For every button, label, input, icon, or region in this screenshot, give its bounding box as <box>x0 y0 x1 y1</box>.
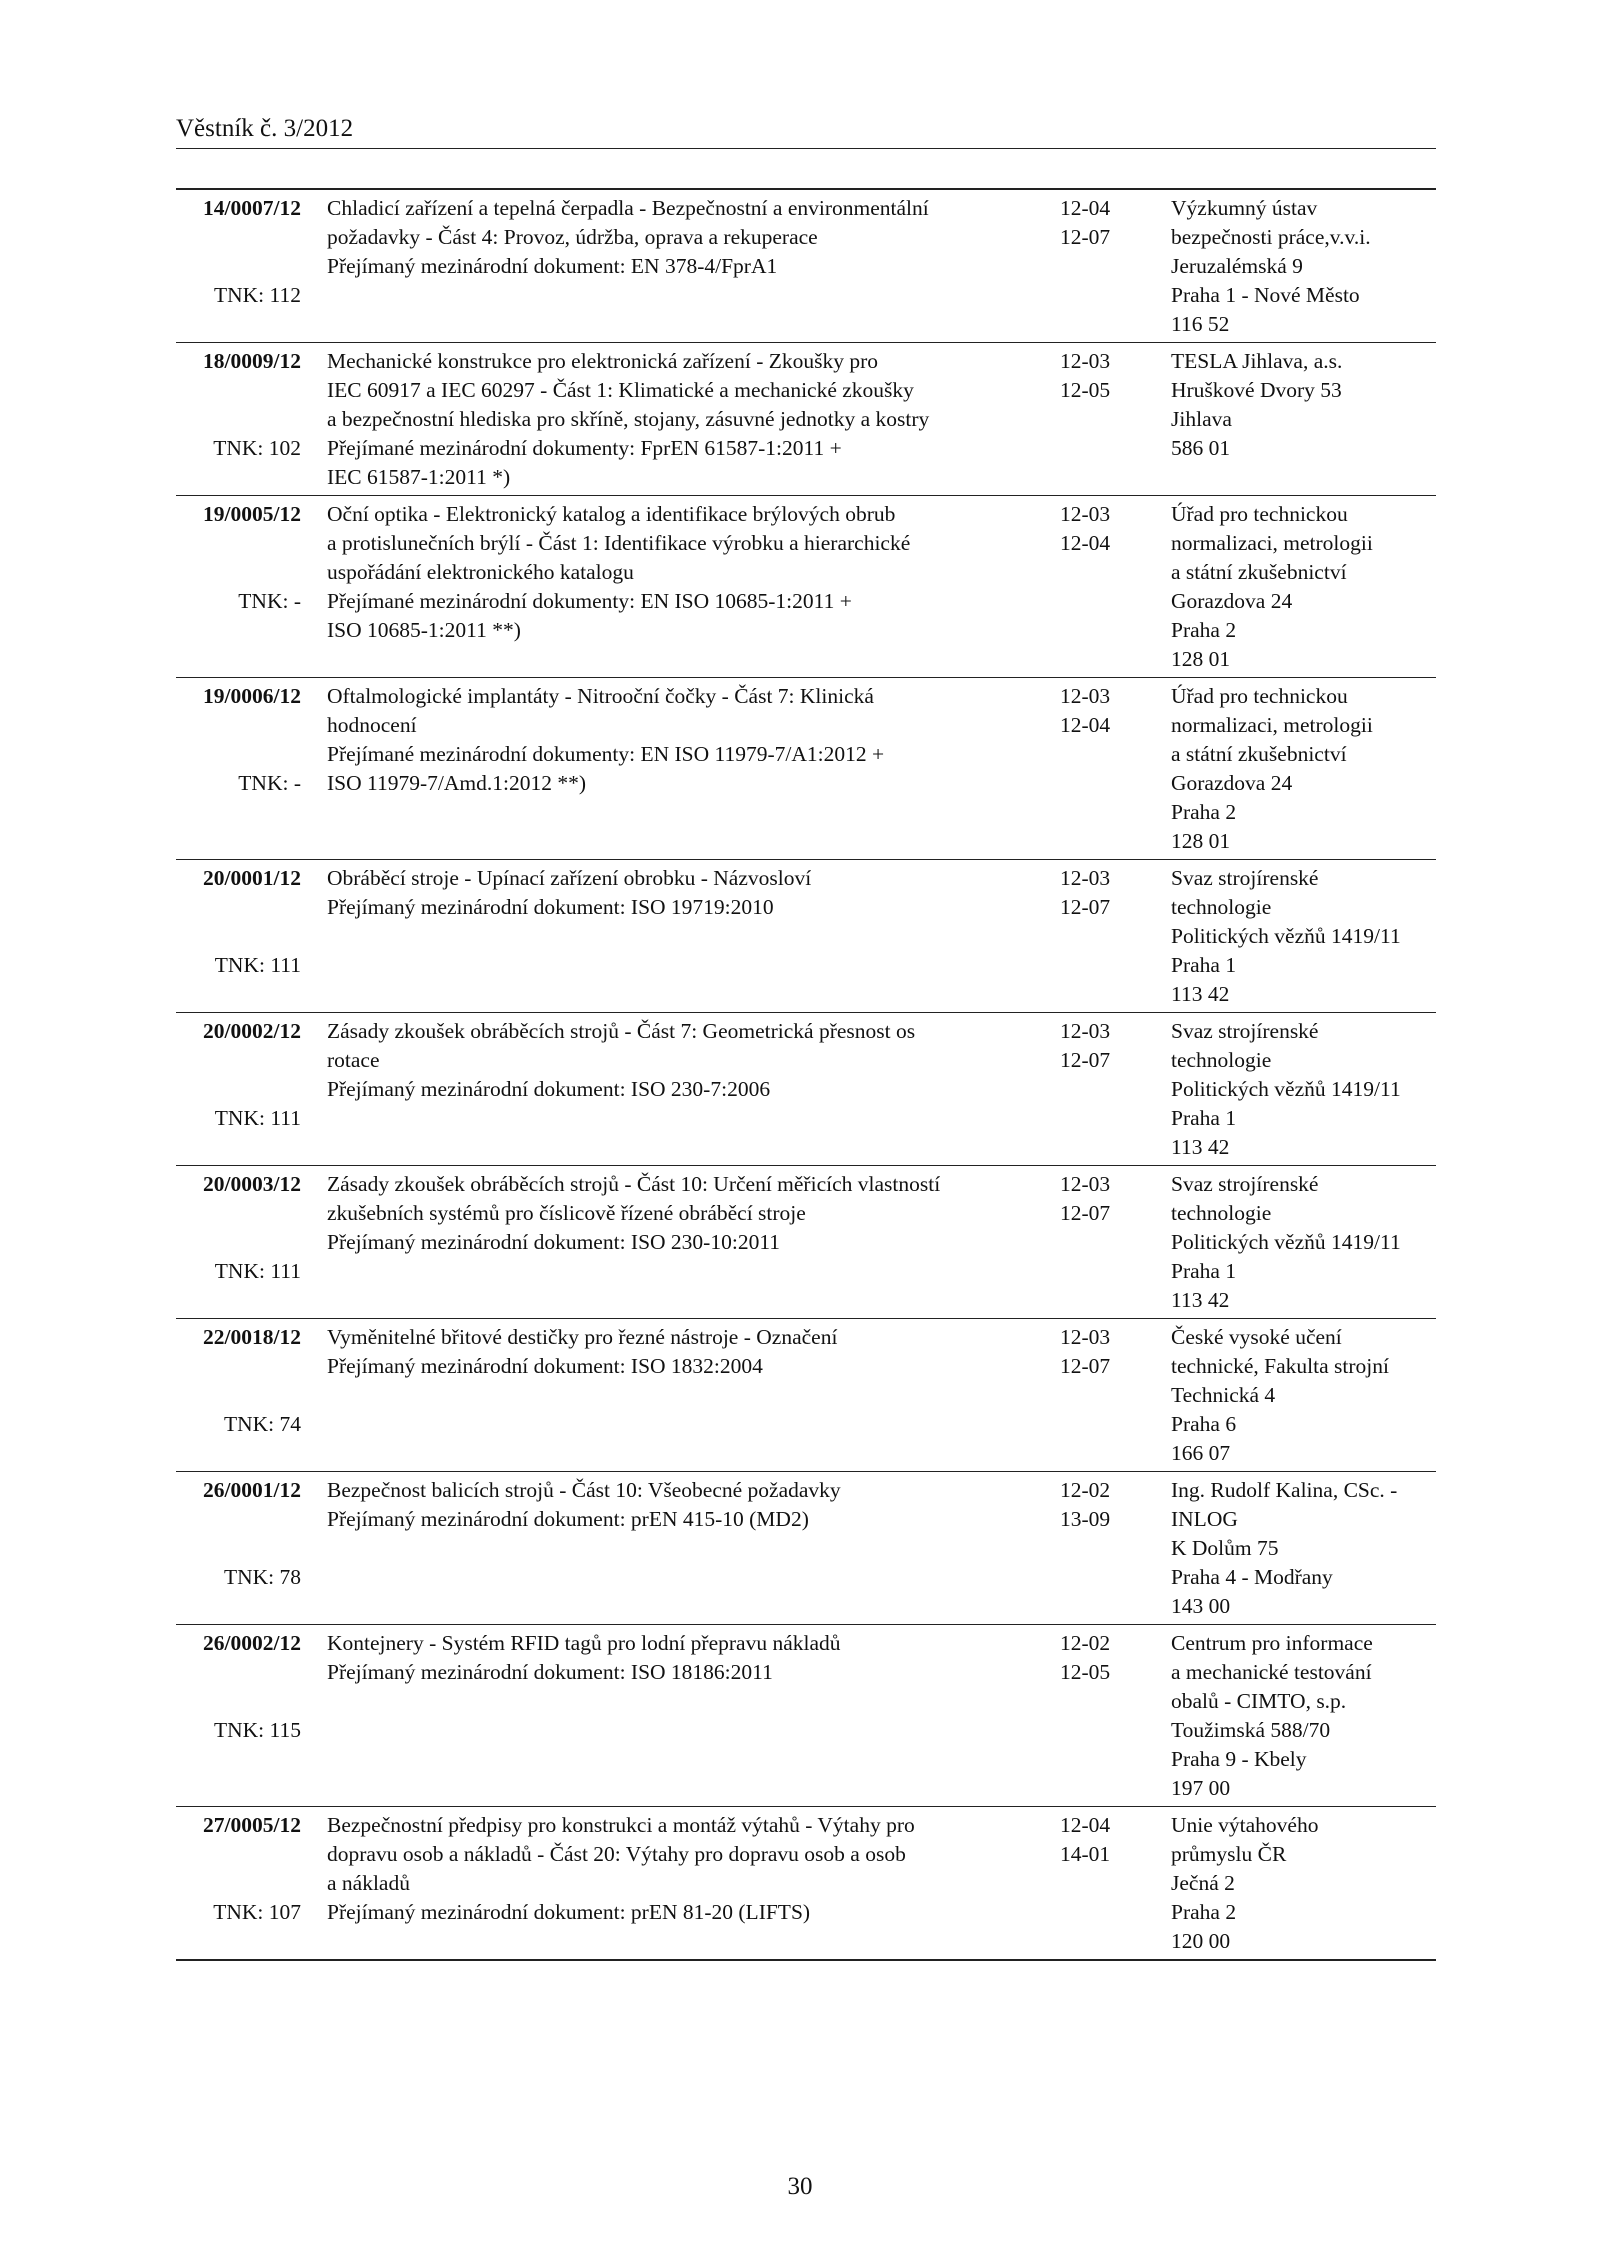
entry-title-line: Kontejnery - Systém RFID tagů pro lodní přepravu nákladů <box>327 1631 841 1655</box>
entry-organisation-line: 197 00 <box>1171 1776 1231 1800</box>
entry-organisation-line: Politických vězňů 1419/11 <box>1171 1077 1401 1101</box>
entry-id-column <box>176 1323 301 1436</box>
entry-title-line: a bezpečnostní hlediska pro skříně, stojany, zásuvné jednotky a kostry <box>327 407 930 431</box>
entry-tnk: TNK: 107 <box>213 1900 301 1924</box>
entry-title-column <box>327 194 1027 281</box>
entry-title-line: hodnocení <box>327 713 417 737</box>
entry-number: 26/0001/12 <box>203 1478 301 1502</box>
entry-date: 12-07 <box>1060 225 1111 249</box>
entry-organisation-line: Praha 6 <box>1171 1412 1237 1436</box>
entry-date: 12-02 <box>1060 1478 1111 1502</box>
entry-organisation-line: Hruškové Dvory 53 <box>1171 378 1342 402</box>
entry-date: 12-02 <box>1060 1631 1111 1655</box>
entry-title-line: Přejímané mezinárodní dokumenty: FprEN 61587-1:2011 + <box>327 436 842 460</box>
entry-dates-column <box>1060 194 1140 252</box>
entry-organisation-line: normalizaci, metrologii <box>1171 531 1373 555</box>
entry-title-column <box>327 347 1027 492</box>
entry-organisation-line: 586 01 <box>1171 436 1231 460</box>
entry-organisation-column <box>1171 194 1436 339</box>
entry-organisation-line: obalů - CIMTO, s.p. <box>1171 1689 1347 1713</box>
entry-date: 12-07 <box>1060 1048 1111 1072</box>
entry-title-line: ISO 11979-7/Amd.1:2012 **) <box>327 771 586 795</box>
entry-tnk: TNK: - <box>238 589 301 613</box>
entry-title-column <box>327 500 1027 645</box>
entry-date: 14-01 <box>1060 1842 1111 1866</box>
entry-organisation-line: normalizaci, metrologii <box>1171 713 1373 737</box>
entry-number: 20/0002/12 <box>203 1019 301 1043</box>
entry-organisation-line: Výzkumný ústav <box>1171 196 1318 220</box>
table-row <box>176 1013 1436 1166</box>
entry-title-line: Bezpečnostní předpisy pro konstrukci a montáž výtahů - Výtahy pro <box>327 1813 915 1837</box>
entry-organisation-column <box>1171 864 1436 1009</box>
entry-organisation-line: Technická 4 <box>1171 1383 1276 1407</box>
table-row <box>176 1472 1436 1625</box>
entry-organisation-line: Ing. Rudolf Kalina, CSc. - <box>1171 1478 1398 1502</box>
page-header <box>176 114 1436 149</box>
entry-organisation-line: 128 01 <box>1171 829 1231 853</box>
table-row <box>176 190 1436 343</box>
entry-organisation-line: Praha 1 <box>1171 953 1237 977</box>
entry-dates-column <box>1060 1629 1140 1687</box>
entry-tnk: TNK: 112 <box>214 283 301 307</box>
entry-organisation-line: Praha 1 - Nové Město <box>1171 283 1360 307</box>
entry-organisation-column <box>1171 1811 1436 1956</box>
entry-title-line: Oftalmologické implantáty - Nitrooční čočky - Část 7: Klinická <box>327 684 874 708</box>
table-row <box>176 678 1436 860</box>
entry-tnk: TNK: - <box>238 771 301 795</box>
entry-organisation-column <box>1171 1017 1436 1162</box>
entry-organisation-line: technologie <box>1171 1048 1272 1072</box>
table-row <box>176 1807 1436 1959</box>
entry-date: 12-07 <box>1060 1354 1111 1378</box>
entry-date: 12-03 <box>1060 684 1111 708</box>
entry-title-line: Mechanické konstrukce pro elektronická zařízení - Zkoušky pro <box>327 349 879 373</box>
entry-title-line: Přejímané mezinárodní dokumenty: EN ISO 10685-1:2011 + <box>327 589 852 613</box>
entry-organisation-column <box>1171 500 1436 674</box>
entry-id-column <box>176 864 301 977</box>
entry-title-line: požadavky - Část 4: Provoz, údržba, oprava a rekuperace <box>327 225 818 249</box>
entry-organisation-line: České vysoké učení <box>1171 1325 1342 1349</box>
entry-organisation-line: Politických vězňů 1419/11 <box>1171 924 1401 948</box>
entry-organisation-line: průmyslu ČR <box>1171 1842 1287 1866</box>
entry-title-line: Vyměnitelné břitové destičky pro řezné nástroje - Označení <box>327 1325 838 1349</box>
entry-organisation-line: Úřad pro technickou <box>1171 502 1348 526</box>
entry-dates-column <box>1060 1476 1140 1534</box>
entry-title-line: Přejímané mezinárodní dokumenty: EN ISO 11979-7/A1:2012 + <box>327 742 885 766</box>
entry-title-column <box>327 1170 1027 1257</box>
entry-number: 20/0001/12 <box>203 866 301 890</box>
entry-id-column <box>176 1017 301 1130</box>
entry-date: 12-03 <box>1060 349 1111 373</box>
entry-organisation-line: a státní zkušebnictví <box>1171 560 1347 584</box>
entry-title-line: Přejímaný mezinárodní dokument: ISO 230-10:2011 <box>327 1230 781 1254</box>
entry-title-column <box>327 1323 1027 1381</box>
entry-date: 12-04 <box>1060 196 1111 220</box>
entry-id-column <box>176 500 301 613</box>
entry-title-line: Přejímaný mezinárodní dokument: ISO 1832:2004 <box>327 1354 763 1378</box>
entry-date: 12-04 <box>1060 713 1111 737</box>
entry-title-column <box>327 1811 1027 1927</box>
entry-organisation-column <box>1171 1170 1436 1315</box>
entry-organisation-line: bezpečnosti práce,v.v.i. <box>1171 225 1371 249</box>
entry-id-column <box>176 347 301 460</box>
entry-dates-column <box>1060 1017 1140 1075</box>
entry-date: 12-03 <box>1060 1325 1111 1349</box>
table-row <box>176 1319 1436 1472</box>
entry-title-column <box>327 1017 1027 1104</box>
entry-number: 20/0003/12 <box>203 1172 301 1196</box>
entry-organisation-line: Svaz strojírenské <box>1171 1019 1319 1043</box>
entry-organisation-line: Centrum pro informace <box>1171 1631 1373 1655</box>
entry-date: 12-07 <box>1060 1201 1111 1225</box>
entry-organisation-line: Praha 2 <box>1171 800 1237 824</box>
entry-dates-column <box>1060 682 1140 740</box>
entry-organisation-line: 128 01 <box>1171 647 1231 671</box>
entry-organisation-column <box>1171 1323 1436 1468</box>
entry-number: 14/0007/12 <box>203 196 301 220</box>
entry-dates-column <box>1060 1170 1140 1228</box>
entry-organisation-line: a mechanické testování <box>1171 1660 1372 1684</box>
entry-organisation-line: 113 42 <box>1171 1288 1230 1312</box>
entry-title-line: Přejímaný mezinárodní dokument: ISO 230-7:2006 <box>327 1077 771 1101</box>
entry-organisation-line: Gorazdova 24 <box>1171 771 1293 795</box>
entry-number: 18/0009/12 <box>203 349 301 373</box>
entry-organisation-line: Politických vězňů 1419/11 <box>1171 1230 1401 1254</box>
entry-organisation-line: 113 42 <box>1171 1135 1230 1159</box>
entry-id-column <box>176 194 301 307</box>
entry-number: 27/0005/12 <box>203 1813 301 1837</box>
entry-organisation-line: Gorazdova 24 <box>1171 589 1293 613</box>
entry-organisation-column <box>1171 347 1436 463</box>
entry-date: 12-04 <box>1060 1813 1111 1837</box>
entry-id-column <box>176 682 301 795</box>
entry-title-line: dopravu osob a nákladů - Část 20: Výtahy pro dopravu osob a osob <box>327 1842 906 1866</box>
entry-organisation-line: Praha 2 <box>1171 1900 1237 1924</box>
entry-title-line: Obráběcí stroje - Upínací zařízení obrobku - Názvosloví <box>327 866 812 890</box>
entry-title-line: Přejímaný mezinárodní dokument: prEN 81-20 (LIFTS) <box>327 1900 811 1924</box>
table-row <box>176 1166 1436 1319</box>
entry-id-column <box>176 1170 301 1283</box>
entry-title-line: Zásady zkoušek obráběcích strojů - Část 10: Určení měřicích vlastností <box>327 1172 941 1196</box>
entry-date: 12-03 <box>1060 502 1111 526</box>
entry-date: 12-07 <box>1060 895 1111 919</box>
entry-organisation-line: Úřad pro technickou <box>1171 684 1348 708</box>
entry-title-line: Přejímaný mezinárodní dokument: ISO 19719:2010 <box>327 895 774 919</box>
entry-title-line: Přejímaný mezinárodní dokument: prEN 415-10 (MD2) <box>327 1507 809 1531</box>
entry-tnk: TNK: 74 <box>223 1412 301 1436</box>
entry-number: 19/0006/12 <box>203 684 301 708</box>
entry-organisation-line: Jeruzalémská 9 <box>1171 254 1303 278</box>
entry-title-line: IEC 60917 a IEC 60297 - Část 1: Klimatické a mechanické zkoušky <box>327 378 914 402</box>
entry-organisation-line: Praha 9 - Kbely <box>1171 1747 1307 1771</box>
entry-organisation-line: Ječná 2 <box>1171 1871 1235 1895</box>
entry-organisation-line: 166 07 <box>1171 1441 1231 1465</box>
entry-title-line: Chladicí zařízení a tepelná čerpadla - Bezpečnostní a environmentální <box>327 196 929 220</box>
entry-organisation-line: TESLA Jihlava, a.s. <box>1171 349 1343 373</box>
entry-number: 22/0018/12 <box>203 1325 301 1349</box>
entry-organisation-line: INLOG <box>1171 1507 1238 1531</box>
entries-table <box>176 188 1436 1961</box>
entry-id-column <box>176 1476 301 1589</box>
entry-title-line: Oční optika - Elektronický katalog a identifikace brýlových obrub <box>327 502 896 526</box>
entry-organisation-line: Jihlava <box>1171 407 1232 431</box>
entry-organisation-line: technologie <box>1171 895 1272 919</box>
entry-organisation-line: Praha 4 - Modřany <box>1171 1565 1333 1589</box>
entry-date: 12-03 <box>1060 1172 1111 1196</box>
entry-title-line: uspořádání elektronického katalogu <box>327 560 634 584</box>
entry-organisation-line: 113 42 <box>1171 982 1230 1006</box>
entry-title-line: a nákladů <box>327 1871 410 1895</box>
entry-tnk: TNK: 115 <box>214 1718 301 1742</box>
entry-date: 12-05 <box>1060 378 1111 402</box>
entry-title-column <box>327 1629 1027 1687</box>
entry-id-column <box>176 1629 301 1742</box>
table-row <box>176 1625 1436 1807</box>
entry-organisation-line: technické, Fakulta strojní <box>1171 1354 1389 1378</box>
entry-dates-column <box>1060 1811 1140 1869</box>
entry-title-column <box>327 1476 1027 1534</box>
entry-date: 13-09 <box>1060 1507 1111 1531</box>
entry-title-line: Přejímaný mezinárodní dokument: EN 378-4/FprA1 <box>327 254 778 278</box>
entry-dates-column <box>1060 1323 1140 1381</box>
entry-organisation-line: 143 00 <box>1171 1594 1231 1618</box>
entry-title-line: Bezpečnost balicích strojů - Část 10: Všeobecné požadavky <box>327 1478 841 1502</box>
entry-date: 12-04 <box>1060 531 1111 555</box>
entry-tnk: TNK: 102 <box>213 436 301 460</box>
entry-date: 12-03 <box>1060 866 1111 890</box>
entry-tnk: TNK: 111 <box>214 1106 301 1130</box>
entry-title-line: a protislunečních brýlí - Část 1: Identifikace výrobku a hierarchické <box>327 531 911 555</box>
entry-title-line: IEC 61587-1:2011 *) <box>327 465 511 489</box>
entry-organisation-line: Svaz strojírenské <box>1171 1172 1319 1196</box>
entry-organisation-line: K Dolům 75 <box>1171 1536 1279 1560</box>
entry-organisation-line: Svaz strojírenské <box>1171 866 1319 890</box>
table-row <box>176 496 1436 678</box>
entry-id-column <box>176 1811 301 1924</box>
entry-title-line: rotace <box>327 1048 380 1072</box>
entry-date: 12-05 <box>1060 1660 1111 1684</box>
entry-date: 12-03 <box>1060 1019 1111 1043</box>
entry-tnk: TNK: 78 <box>223 1565 301 1589</box>
table-row <box>176 860 1436 1013</box>
entry-organisation-column <box>1171 1629 1436 1803</box>
entry-organisation-line: 116 52 <box>1171 312 1230 336</box>
entry-organisation-column <box>1171 682 1436 856</box>
entry-dates-column <box>1060 864 1140 922</box>
journal-title: Věstník č. 3/2012 <box>176 115 354 142</box>
entry-organisation-line: Unie výtahového <box>1171 1813 1319 1837</box>
entry-tnk: TNK: 111 <box>214 1259 301 1283</box>
entry-title-column <box>327 682 1027 798</box>
page-number: 30 <box>787 2173 813 2200</box>
entry-title-line: Přejímaný mezinárodní dokument: ISO 18186:2011 <box>327 1660 773 1684</box>
entry-number: 19/0005/12 <box>203 502 301 526</box>
entry-number: 26/0002/12 <box>203 1631 301 1655</box>
entry-title-line: ISO 10685-1:2011 **) <box>327 618 521 642</box>
entry-title-line: Zásady zkoušek obráběcích strojů - Část 7: Geometrická přesnost os <box>327 1019 916 1043</box>
entry-organisation-line: 120 00 <box>1171 1929 1231 1953</box>
entry-tnk: TNK: 111 <box>214 953 301 977</box>
entry-organisation-line: Praha 1 <box>1171 1106 1237 1130</box>
entry-organisation-line: Praha 2 <box>1171 618 1237 642</box>
entry-organisation-column <box>1171 1476 1436 1621</box>
entry-dates-column <box>1060 500 1140 558</box>
entry-dates-column <box>1060 347 1140 405</box>
table-row <box>176 343 1436 496</box>
entry-organisation-line: Praha 1 <box>1171 1259 1237 1283</box>
entry-title-column <box>327 864 1027 922</box>
entry-title-line: zkušebních systémů pro číslicově řízené obráběcí stroje <box>327 1201 806 1225</box>
entry-organisation-line: a státní zkušebnictví <box>1171 742 1347 766</box>
entry-organisation-line: technologie <box>1171 1201 1272 1225</box>
entry-organisation-line: Toužimská 588/70 <box>1171 1718 1331 1742</box>
